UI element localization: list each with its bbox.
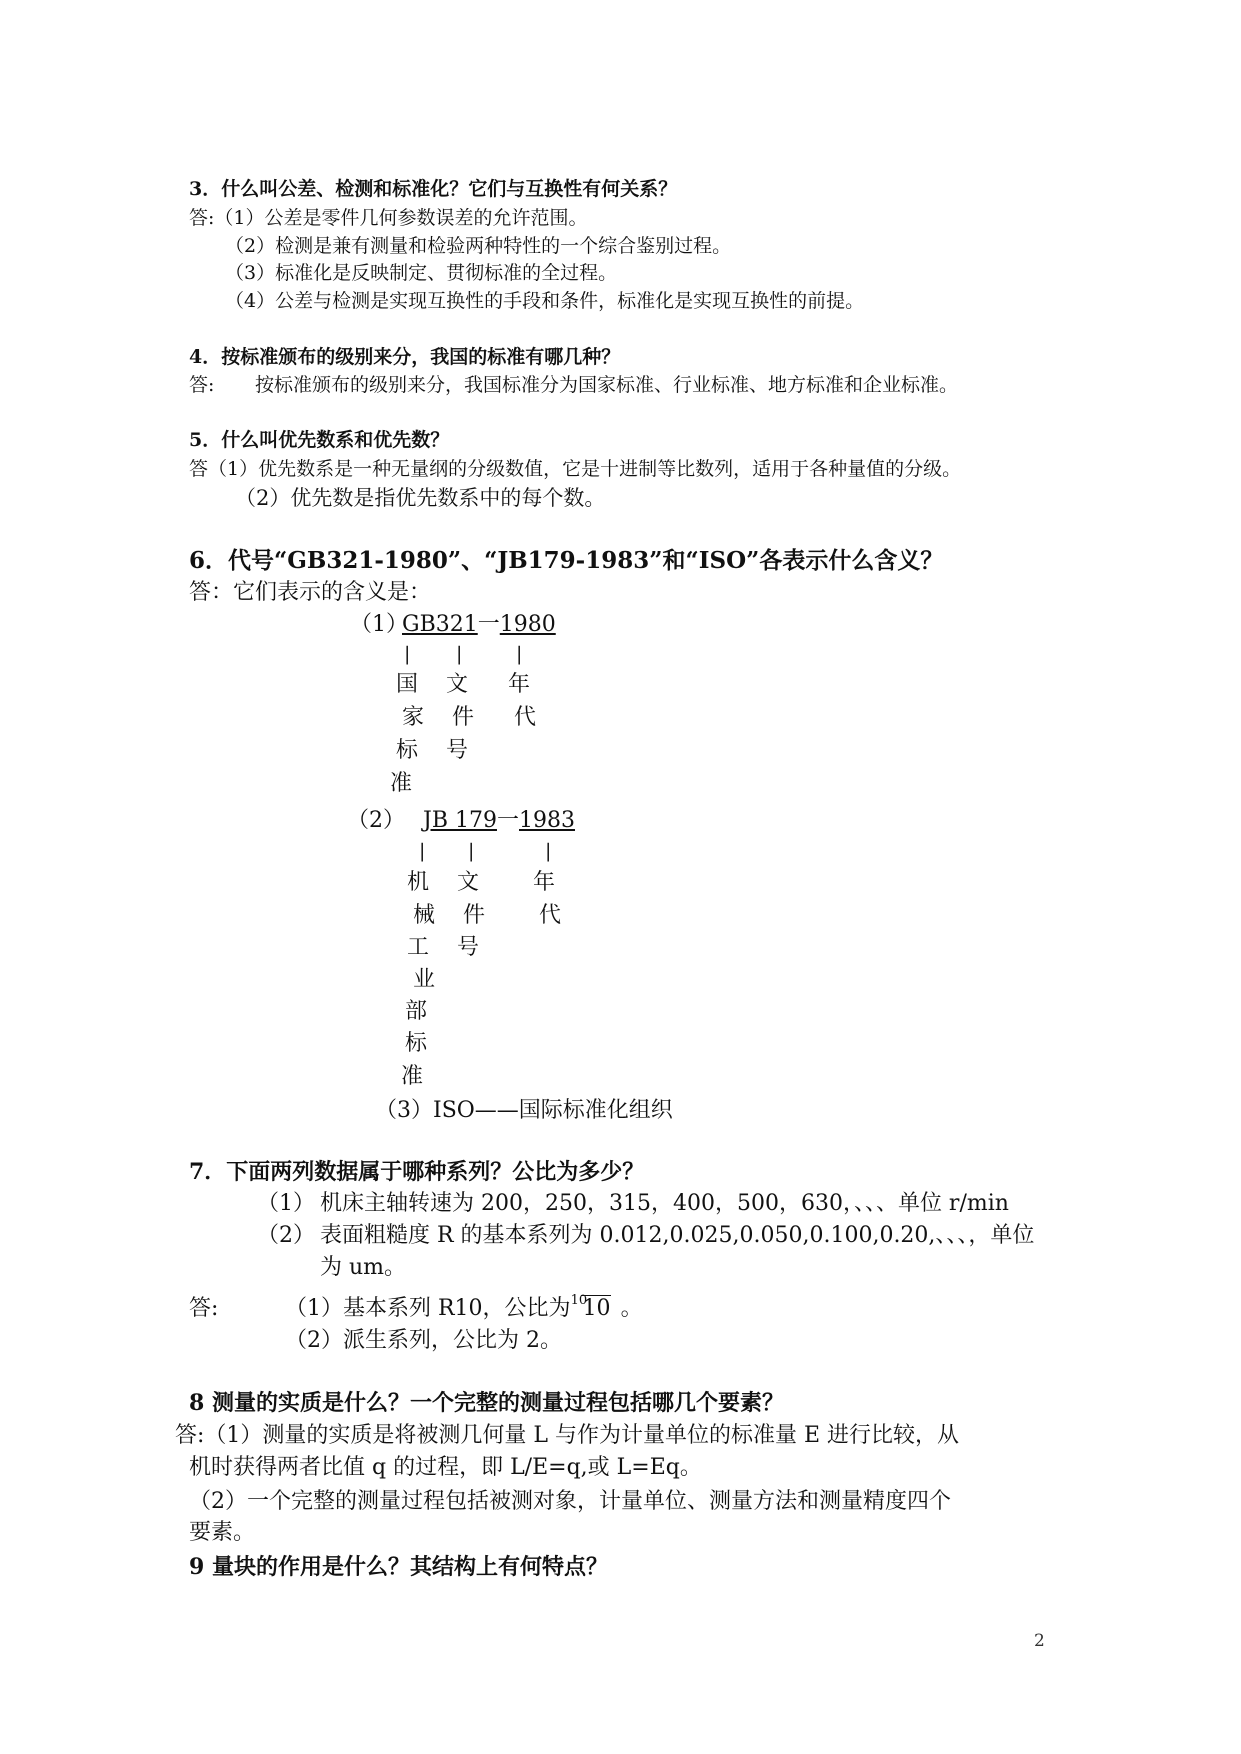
q7-item2-text: 表面粗糙度 R 的基本系列为 0.012,0.025,0.050,0.100,0.20,、、、，单位 [320,1223,1035,1248]
root-index: 10 [570,1293,588,1308]
q5-answer-line-2: （2）优先数是指优先数系中的每个数。 [235,486,606,510]
q8-answer-line-1: 答:（1）测量的实质是将被测几何量 L 与作为计量单位的标准量 E 进行比较，从 [175,1423,960,1448]
code1-dash: 一 [477,612,500,637]
q4-answer-prefix: 答: [189,374,215,396]
code2-part2: 1983 [519,808,575,833]
q7-item1-text: 机床主轴转速为 200，250，315，400，500，630，、、、单位 r/min [320,1191,1009,1216]
question-8-title: 8 测量的实质是什么？一个完整的测量过程包括哪几个要素？ [189,1390,784,1416]
code2-bar-3: | [545,840,552,862]
code2-col1-3: 工 [407,935,430,960]
code2-code [423,810,575,832]
code1-bar-2: | [456,643,463,665]
code1-col3-2: 代 [514,705,537,730]
code2-part1: JB 179 [423,808,497,833]
q8-answer-line-2: 机时获得两者比值 q 的过程，即 L/E=q,或 L=Eq。 [189,1455,702,1480]
code1-col1-4: 准 [390,771,413,796]
page-number: 2 [1034,1631,1045,1651]
q3-answer-line-2: （2）检测是兼有测量和检验两种特性的一个综合鉴别过程。 [225,235,732,257]
question-6-title: 6．代号“GB321-1980”、“JB179-1983”和“ISO”各表示什么含义？ [189,547,944,574]
code2-col1-5: 部 [405,999,428,1024]
code3-iso: （3）ISO——国际标准化组织 [375,1098,673,1123]
code2-col1-6: 标 [405,1031,428,1056]
code1-part1: GB321 [402,612,478,637]
q3-answer-line-1: 答:（1）公差是零件几何参数误差的允许范围。 [189,207,588,229]
code2-col2-1: 文 [457,870,480,895]
q6-answer-intro: 答：它们表示的含义是： [189,580,432,605]
code1-col2-2: 件 [452,705,475,730]
q7-item2-label: （2） [257,1223,315,1248]
q7-answer-line-1 [285,1293,643,1321]
nth-root-10 [570,1293,611,1321]
code1-col1-2: 家 [402,705,425,730]
code1-col2-1: 文 [446,672,469,697]
radicand: 10 [582,1296,611,1321]
code2-bar-1: | [419,840,426,862]
q8-answer-line-3: （2）一个完整的测量过程包括被测对象，计量单位、测量方法和测量精度四个 [189,1489,951,1514]
code2-dash: 一 [496,808,519,833]
q7-ans1-suffix: 。 [620,1296,643,1321]
code2-col3-2: 代 [539,903,562,928]
q8-answer-line-4: 要素。 [189,1520,256,1545]
question-9-title: 9 量块的作用是什么？其结构上有何特点？ [189,1554,608,1580]
code1-part2: 1980 [499,612,556,637]
code2-col2-2: 件 [463,903,486,928]
code2-label: （2） [347,808,405,833]
q5-answer-line-1: 答（1）优先数系是一种无量纲的分级数值，它是十进制等比数列，适用于各种量值的分级。 [189,458,962,480]
question-7-title: 7．下面两列数据属于哪种系列？公比为多少？ [189,1159,645,1185]
code2-col2-3: 号 [457,935,480,960]
code1-col1-1: 国 [396,672,419,697]
question-4-title: 4．按标准颁布的级别来分，我国的标准有哪几种？ [189,346,621,368]
q7-answer-line-2: （2）派生系列，公比为 2。 [285,1328,562,1353]
code2-col1-4: 业 [413,967,436,992]
code1-col2-3: 号 [446,738,469,763]
q3-answer-line-4: （4）公差与检测是实现互换性的手段和条件，标准化是实现互换性的前提。 [225,290,865,312]
code2-col1-7: 准 [401,1064,424,1089]
code1-bar-1: | [404,643,411,665]
q3-answer-line-3: （3）标准化是反映制定、贯彻标准的全过程。 [225,262,618,284]
question-3-title: 3．什么叫公差、检测和标准化？它们与互换性有何关系？ [189,178,678,200]
code1-col3-1: 年 [508,672,531,697]
code1-bar-3: | [516,643,523,665]
q7-item2-cont: 为 um。 [320,1255,407,1280]
code2-col3-1: 年 [533,870,556,895]
code2-col1-1: 机 [407,870,430,895]
code1-code [402,614,556,636]
code1-label: （1） [350,612,408,637]
code1-col1-3: 标 [396,738,419,763]
q4-answer-text: 按标准颁布的级别来分，我国标准分为国家标准、行业标准、地方标准和企业标准。 [255,374,959,396]
q7-ans1-prefix: （1）基本系列 R10，公比为 [285,1296,571,1321]
q7-answer-label: 答: [189,1296,219,1321]
question-5-title: 5．什么叫优先数系和优先数？ [189,429,450,451]
code2-bar-2: | [468,840,475,862]
q7-item1-label: （1） [257,1191,315,1216]
code2-col1-2: 械 [413,903,436,928]
